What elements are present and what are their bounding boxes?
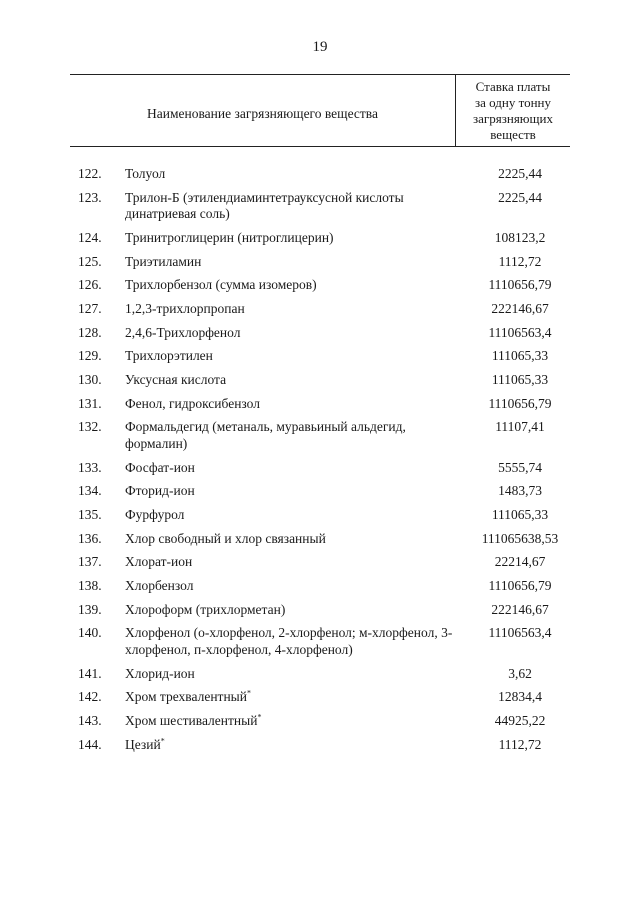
header-substance-name: Наименование загрязняющего вещества bbox=[147, 105, 378, 121]
table-row bbox=[70, 190, 570, 223]
row-rate: 44925,22 bbox=[494, 712, 546, 728]
table-row bbox=[70, 625, 570, 658]
row-number: 135. bbox=[78, 506, 102, 522]
row-rate: 222146,67 bbox=[491, 300, 549, 316]
row-rate: 1110656,79 bbox=[488, 395, 552, 411]
substance-name-text: Хлор свободный и хлор связанный bbox=[125, 530, 326, 546]
row-number: 136. bbox=[78, 530, 102, 546]
row-number: 139. bbox=[78, 601, 102, 617]
row-rate: 11106563,4 bbox=[488, 625, 552, 641]
row-substance-name bbox=[112, 419, 455, 452]
substance-name-text: 1,2,3-трихлорпропан bbox=[125, 300, 245, 316]
row-rate: 111065638,53 bbox=[481, 530, 559, 546]
row-number: 144. bbox=[78, 736, 102, 752]
row-substance-name bbox=[112, 277, 455, 294]
row-substance-name bbox=[112, 602, 455, 619]
row-substance-name bbox=[112, 460, 455, 477]
row-rate: 3,62 bbox=[508, 665, 532, 681]
substance-name-text: 2,4,6-Трихлорфенол bbox=[125, 324, 241, 340]
table-row bbox=[70, 460, 570, 477]
header-rate-line: Ставка платы bbox=[475, 78, 551, 94]
row-substance-name bbox=[112, 301, 455, 318]
table-row bbox=[70, 348, 570, 365]
row-rate: 108123,2 bbox=[494, 229, 546, 245]
row-rate: 2225,44 bbox=[498, 166, 542, 181]
row-rate: 1110656,79 bbox=[488, 578, 552, 593]
table-row bbox=[70, 372, 570, 389]
table-row bbox=[70, 531, 570, 548]
row-substance-name bbox=[112, 578, 455, 595]
table-row bbox=[70, 554, 570, 571]
row-substance-name bbox=[112, 554, 455, 571]
row-number: 129. bbox=[78, 348, 102, 364]
row-substance-name bbox=[112, 254, 455, 271]
row-rate: 1110656,79 bbox=[488, 277, 552, 293]
table-row bbox=[70, 483, 570, 500]
row-substance-name bbox=[112, 483, 455, 500]
row-number: 125. bbox=[78, 253, 102, 269]
row-rate: 12834,4 bbox=[498, 689, 542, 705]
row-rate: 22214,67 bbox=[494, 554, 546, 570]
table-header bbox=[70, 74, 570, 147]
substance-name-text: Хлорфенол (о-хлорфенол, 2-хлорфенол; м-хлорфенол, 3-хлорфенол, п-хлорфенол, 4-хлорфенол) bbox=[125, 625, 453, 657]
row-rate: 11106563,4 bbox=[488, 324, 552, 340]
row-number: 122. bbox=[78, 166, 102, 181]
table-row bbox=[70, 419, 570, 452]
substance-name-text: Хлорбензол bbox=[125, 578, 194, 593]
substance-name-text: Трилон-Б (этилендиаминтетрауксусной кислоты динатриевая соль) bbox=[125, 189, 404, 222]
row-rate: 111065,33 bbox=[491, 506, 549, 522]
row-number: 128. bbox=[78, 324, 102, 340]
substance-name-text: Трихлорбензол (сумма изомеров) bbox=[125, 277, 317, 293]
row-rate: 222146,67 bbox=[491, 601, 549, 617]
substance-name-text: Хром трехвалентный bbox=[125, 689, 247, 705]
substance-name-text: Фенол, гидроксибензол bbox=[125, 395, 260, 411]
row-substance-name bbox=[112, 230, 455, 247]
row-number: 123. bbox=[78, 189, 102, 205]
table-row bbox=[70, 666, 570, 683]
substance-name-text: Толуол bbox=[125, 166, 166, 181]
header-rate bbox=[455, 75, 570, 146]
substance-name-text: Фосфат-ион bbox=[125, 459, 195, 475]
row-substance-name bbox=[112, 190, 455, 223]
page-number: 19 bbox=[312, 39, 328, 55]
row-number: 131. bbox=[78, 395, 102, 411]
row-number: 130. bbox=[78, 372, 102, 387]
substance-name-text: Фторид-ион bbox=[125, 483, 195, 499]
footnote-mark: * bbox=[257, 712, 262, 722]
table-row bbox=[70, 737, 570, 754]
header-rate-line: за одну тонну bbox=[474, 94, 552, 110]
row-number: 141. bbox=[78, 665, 102, 681]
substance-name-text: Уксусная кислота bbox=[125, 372, 227, 387]
table-row bbox=[70, 254, 570, 271]
row-substance-name bbox=[112, 625, 455, 658]
row-rate: 1483,73 bbox=[498, 483, 542, 499]
table-row bbox=[70, 325, 570, 342]
table-row bbox=[70, 301, 570, 318]
substance-name-text: Фурфурол bbox=[125, 506, 185, 522]
row-rate: 1112,72 bbox=[498, 253, 542, 269]
row-number: 124. bbox=[78, 229, 102, 245]
row-substance-name bbox=[112, 713, 455, 730]
row-rate: 11107,41 bbox=[495, 419, 545, 435]
row-number: 127. bbox=[78, 300, 102, 316]
substance-name-text: Хлорид-ион bbox=[125, 665, 195, 681]
row-number: 138. bbox=[78, 578, 102, 593]
footnote-mark: * bbox=[246, 688, 251, 698]
table-row bbox=[70, 166, 570, 183]
substance-name-text: Формальдегид (метаналь, муравьиный альдегид, формалин) bbox=[125, 419, 406, 451]
row-substance-name bbox=[112, 372, 455, 389]
row-number: 142. bbox=[78, 689, 102, 705]
substance-name-text: Цезий bbox=[125, 736, 161, 752]
row-substance-name bbox=[112, 507, 455, 524]
table-row bbox=[70, 230, 570, 247]
substance-name-text: Хлорат-ион bbox=[125, 554, 193, 570]
row-number: 143. bbox=[78, 712, 102, 728]
substance-name-text: Хлороформ (трихлорметан) bbox=[125, 601, 286, 617]
table-row bbox=[70, 713, 570, 730]
pollutant-rate-table bbox=[70, 74, 570, 760]
row-rate: 5555,74 bbox=[498, 459, 542, 475]
row-rate: 2225,44 bbox=[498, 189, 542, 205]
row-number: 126. bbox=[78, 277, 102, 293]
row-number: 134. bbox=[78, 483, 102, 499]
table-body bbox=[70, 147, 570, 753]
substance-name-text: Тринитроглицерин (нитроглицерин) bbox=[125, 229, 334, 245]
row-substance-name bbox=[112, 325, 455, 342]
substance-name-text: Триэтиламин bbox=[125, 253, 202, 269]
header-rate-line: загрязняющих bbox=[473, 110, 553, 126]
header-rate-line: веществ bbox=[490, 126, 536, 142]
substance-name-text: Трихлорэтилен bbox=[125, 348, 213, 364]
row-number: 133. bbox=[78, 459, 102, 475]
footnote-mark: * bbox=[160, 736, 165, 746]
row-rate: 111065,33 bbox=[491, 372, 549, 387]
table-row bbox=[70, 507, 570, 524]
row-number: 132. bbox=[78, 419, 102, 435]
row-number: 140. bbox=[78, 625, 102, 641]
table-row bbox=[70, 396, 570, 413]
row-substance-name bbox=[112, 348, 455, 365]
row-rate: 111065,33 bbox=[491, 348, 549, 364]
row-substance-name bbox=[112, 396, 455, 413]
row-substance-name bbox=[112, 166, 455, 183]
row-substance-name bbox=[112, 666, 455, 683]
table-row bbox=[70, 602, 570, 619]
row-number: 137. bbox=[78, 554, 102, 570]
substance-name-text: Хром шестивалентный bbox=[125, 712, 258, 728]
row-substance-name bbox=[112, 689, 455, 706]
row-substance-name bbox=[112, 531, 455, 548]
table-row bbox=[70, 578, 570, 595]
row-rate: 1112,72 bbox=[498, 736, 542, 752]
row-substance-name bbox=[112, 737, 455, 754]
table-row bbox=[70, 689, 570, 706]
table-row bbox=[70, 277, 570, 294]
